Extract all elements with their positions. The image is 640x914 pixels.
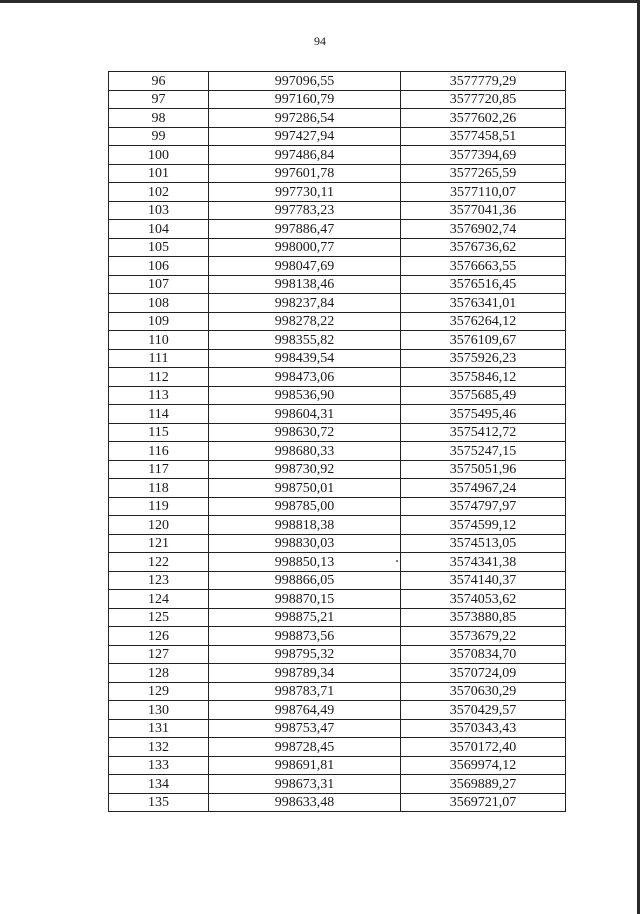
y-coordinate-cell: 3570429,57 <box>401 701 566 720</box>
y-coordinate-cell: 3574599,12 <box>401 516 566 535</box>
table-row <box>109 590 566 609</box>
table-row <box>109 479 566 498</box>
x-coordinate-cell: 998473,06 <box>209 368 401 387</box>
x-coordinate-cell: 997783,23 <box>209 201 401 220</box>
y-coordinate-cell: 3574140,37 <box>401 571 566 590</box>
point-number-cell: 105 <box>109 238 209 257</box>
point-number-cell: 116 <box>109 442 209 461</box>
table-row <box>109 109 566 128</box>
table-row <box>109 312 566 331</box>
x-coordinate-cell: 998355,82 <box>209 331 401 350</box>
table-row <box>109 294 566 313</box>
table-row <box>109 571 566 590</box>
table-row <box>109 534 566 553</box>
point-number-cell: 110 <box>109 331 209 350</box>
point-number-cell: 120 <box>109 516 209 535</box>
point-number-cell: 114 <box>109 405 209 424</box>
table-row <box>109 349 566 368</box>
table-row <box>109 793 566 812</box>
table-row <box>109 738 566 757</box>
x-coordinate-cell: 998000,77 <box>209 238 401 257</box>
y-coordinate-cell: 3576264,12 <box>401 312 566 331</box>
y-coordinate-cell: 3577110,07 <box>401 183 566 202</box>
x-coordinate-cell: 998875,21 <box>209 608 401 627</box>
table-row <box>109 608 566 627</box>
point-number-cell: 115 <box>109 423 209 442</box>
y-coordinate-cell: 3575685,49 <box>401 386 566 405</box>
coordinates-table-body <box>109 72 566 812</box>
point-number-cell: 112 <box>109 368 209 387</box>
point-number-cell: 131 <box>109 719 209 738</box>
x-coordinate-cell: 997486,84 <box>209 146 401 165</box>
page-number: 94 <box>314 34 326 48</box>
y-coordinate-cell: 3577779,29 <box>401 72 566 91</box>
x-coordinate-cell: 998536,90 <box>209 386 401 405</box>
x-coordinate-cell: 998630,72 <box>209 423 401 442</box>
x-coordinate-cell: 998728,45 <box>209 738 401 757</box>
point-number-cell: 132 <box>109 738 209 757</box>
y-coordinate-cell: 3574341,38 <box>401 553 566 572</box>
point-number-cell: 123 <box>109 571 209 590</box>
y-coordinate-cell: 3577602,26 <box>401 109 566 128</box>
y-coordinate-cell: 3574967,24 <box>401 479 566 498</box>
table-row <box>109 682 566 701</box>
y-coordinate-cell: 3575495,46 <box>401 405 566 424</box>
table-row <box>109 497 566 516</box>
point-number-cell: 119 <box>109 497 209 516</box>
x-coordinate-cell: 997160,79 <box>209 90 401 109</box>
x-coordinate-cell: 998138,46 <box>209 275 401 294</box>
table-row <box>109 257 566 276</box>
y-coordinate-cell: 3575926,23 <box>401 349 566 368</box>
x-coordinate-cell: 998870,15 <box>209 590 401 609</box>
table-row <box>109 90 566 109</box>
y-coordinate-cell: 3574797,97 <box>401 497 566 516</box>
point-number-cell: 113 <box>109 386 209 405</box>
point-number-cell: 109 <box>109 312 209 331</box>
point-number-cell: 98 <box>109 109 209 128</box>
point-number-cell: 124 <box>109 590 209 609</box>
y-coordinate-cell: 3574053,62 <box>401 590 566 609</box>
x-coordinate-cell: 998439,54 <box>209 349 401 368</box>
y-coordinate-cell: 3570834,70 <box>401 645 566 664</box>
point-number-cell: 96 <box>109 72 209 91</box>
y-coordinate-cell: 3573880,85 <box>401 608 566 627</box>
table-row <box>109 201 566 220</box>
scan-border-top <box>0 0 640 3</box>
y-coordinate-cell: 3570172,40 <box>401 738 566 757</box>
scan-speck <box>396 560 398 562</box>
x-coordinate-cell: 997427,94 <box>209 127 401 146</box>
x-coordinate-cell: 997601,78 <box>209 164 401 183</box>
point-number-cell: 100 <box>109 146 209 165</box>
y-coordinate-cell: 3576902,74 <box>401 220 566 239</box>
y-coordinate-cell: 3577265,59 <box>401 164 566 183</box>
x-coordinate-cell: 998750,01 <box>209 479 401 498</box>
y-coordinate-cell: 3577394,69 <box>401 146 566 165</box>
x-coordinate-cell: 998691,81 <box>209 756 401 775</box>
table-row <box>109 72 566 91</box>
point-number-cell: 107 <box>109 275 209 294</box>
y-coordinate-cell: 3576341,01 <box>401 294 566 313</box>
point-number-cell: 101 <box>109 164 209 183</box>
x-coordinate-cell: 998047,69 <box>209 257 401 276</box>
table-row <box>109 701 566 720</box>
y-coordinate-cell: 3576736,62 <box>401 238 566 257</box>
coordinates-table <box>108 71 566 812</box>
y-coordinate-cell: 3575846,12 <box>401 368 566 387</box>
x-coordinate-cell: 997286,54 <box>209 109 401 128</box>
y-coordinate-cell: 3569889,27 <box>401 775 566 794</box>
point-number-cell: 104 <box>109 220 209 239</box>
table-row <box>109 756 566 775</box>
point-number-cell: 122 <box>109 553 209 572</box>
table-row <box>109 220 566 239</box>
point-number-cell: 127 <box>109 645 209 664</box>
y-coordinate-cell: 3575412,72 <box>401 423 566 442</box>
point-number-cell: 99 <box>109 127 209 146</box>
x-coordinate-cell: 998764,49 <box>209 701 401 720</box>
point-number-cell: 108 <box>109 294 209 313</box>
table-row <box>109 368 566 387</box>
point-number-cell: 106 <box>109 257 209 276</box>
y-coordinate-cell: 3575051,96 <box>401 460 566 479</box>
point-number-cell: 133 <box>109 756 209 775</box>
x-coordinate-cell: 998830,03 <box>209 534 401 553</box>
point-number-cell: 121 <box>109 534 209 553</box>
y-coordinate-cell: 3576516,45 <box>401 275 566 294</box>
table-row <box>109 645 566 664</box>
point-number-cell: 130 <box>109 701 209 720</box>
x-coordinate-cell: 997096,55 <box>209 72 401 91</box>
x-coordinate-cell: 998783,71 <box>209 682 401 701</box>
point-number-cell: 129 <box>109 682 209 701</box>
y-coordinate-cell: 3569974,12 <box>401 756 566 775</box>
x-coordinate-cell: 998604,31 <box>209 405 401 424</box>
x-coordinate-cell: 998673,31 <box>209 775 401 794</box>
table-row <box>109 442 566 461</box>
x-coordinate-cell: 998785,00 <box>209 497 401 516</box>
x-coordinate-cell: 998789,34 <box>209 664 401 683</box>
y-coordinate-cell: 3577720,85 <box>401 90 566 109</box>
table-row <box>109 460 566 479</box>
table-row <box>109 775 566 794</box>
point-number-cell: 118 <box>109 479 209 498</box>
point-number-cell: 102 <box>109 183 209 202</box>
x-coordinate-cell: 998866,05 <box>209 571 401 590</box>
table-row <box>109 238 566 257</box>
y-coordinate-cell: 3575247,15 <box>401 442 566 461</box>
x-coordinate-cell: 997730,11 <box>209 183 401 202</box>
x-coordinate-cell: 998818,38 <box>209 516 401 535</box>
table-row <box>109 553 566 572</box>
point-number-cell: 134 <box>109 775 209 794</box>
x-coordinate-cell: 998753,47 <box>209 719 401 738</box>
table-row <box>109 386 566 405</box>
x-coordinate-cell: 998850,13 <box>209 553 401 572</box>
y-coordinate-cell: 3573679,22 <box>401 627 566 646</box>
table-row <box>109 664 566 683</box>
x-coordinate-cell: 998795,32 <box>209 645 401 664</box>
point-number-cell: 117 <box>109 460 209 479</box>
point-number-cell: 103 <box>109 201 209 220</box>
table-row <box>109 423 566 442</box>
point-number-cell: 128 <box>109 664 209 683</box>
x-coordinate-cell: 998730,92 <box>209 460 401 479</box>
y-coordinate-cell: 3576109,67 <box>401 331 566 350</box>
y-coordinate-cell: 3574513,05 <box>401 534 566 553</box>
y-coordinate-cell: 3577041,36 <box>401 201 566 220</box>
table-row <box>109 719 566 738</box>
table-row <box>109 275 566 294</box>
x-coordinate-cell: 998633,48 <box>209 793 401 812</box>
y-coordinate-cell: 3570724,09 <box>401 664 566 683</box>
table-row <box>109 331 566 350</box>
x-coordinate-cell: 998680,33 <box>209 442 401 461</box>
point-number-cell: 126 <box>109 627 209 646</box>
x-coordinate-cell: 998873,56 <box>209 627 401 646</box>
y-coordinate-cell: 3570343,43 <box>401 719 566 738</box>
y-coordinate-cell: 3577458,51 <box>401 127 566 146</box>
x-coordinate-cell: 997886,47 <box>209 220 401 239</box>
point-number-cell: 125 <box>109 608 209 627</box>
x-coordinate-cell: 998278,22 <box>209 312 401 331</box>
table-row <box>109 146 566 165</box>
y-coordinate-cell: 3570630,29 <box>401 682 566 701</box>
table-row <box>109 127 566 146</box>
table-row <box>109 183 566 202</box>
point-number-cell: 111 <box>109 349 209 368</box>
x-coordinate-cell: 998237,84 <box>209 294 401 313</box>
table-row <box>109 164 566 183</box>
table-row <box>109 405 566 424</box>
y-coordinate-cell: 3569721,07 <box>401 793 566 812</box>
table-row <box>109 516 566 535</box>
y-coordinate-cell: 3576663,55 <box>401 257 566 276</box>
table-row <box>109 627 566 646</box>
point-number-cell: 135 <box>109 793 209 812</box>
point-number-cell: 97 <box>109 90 209 109</box>
